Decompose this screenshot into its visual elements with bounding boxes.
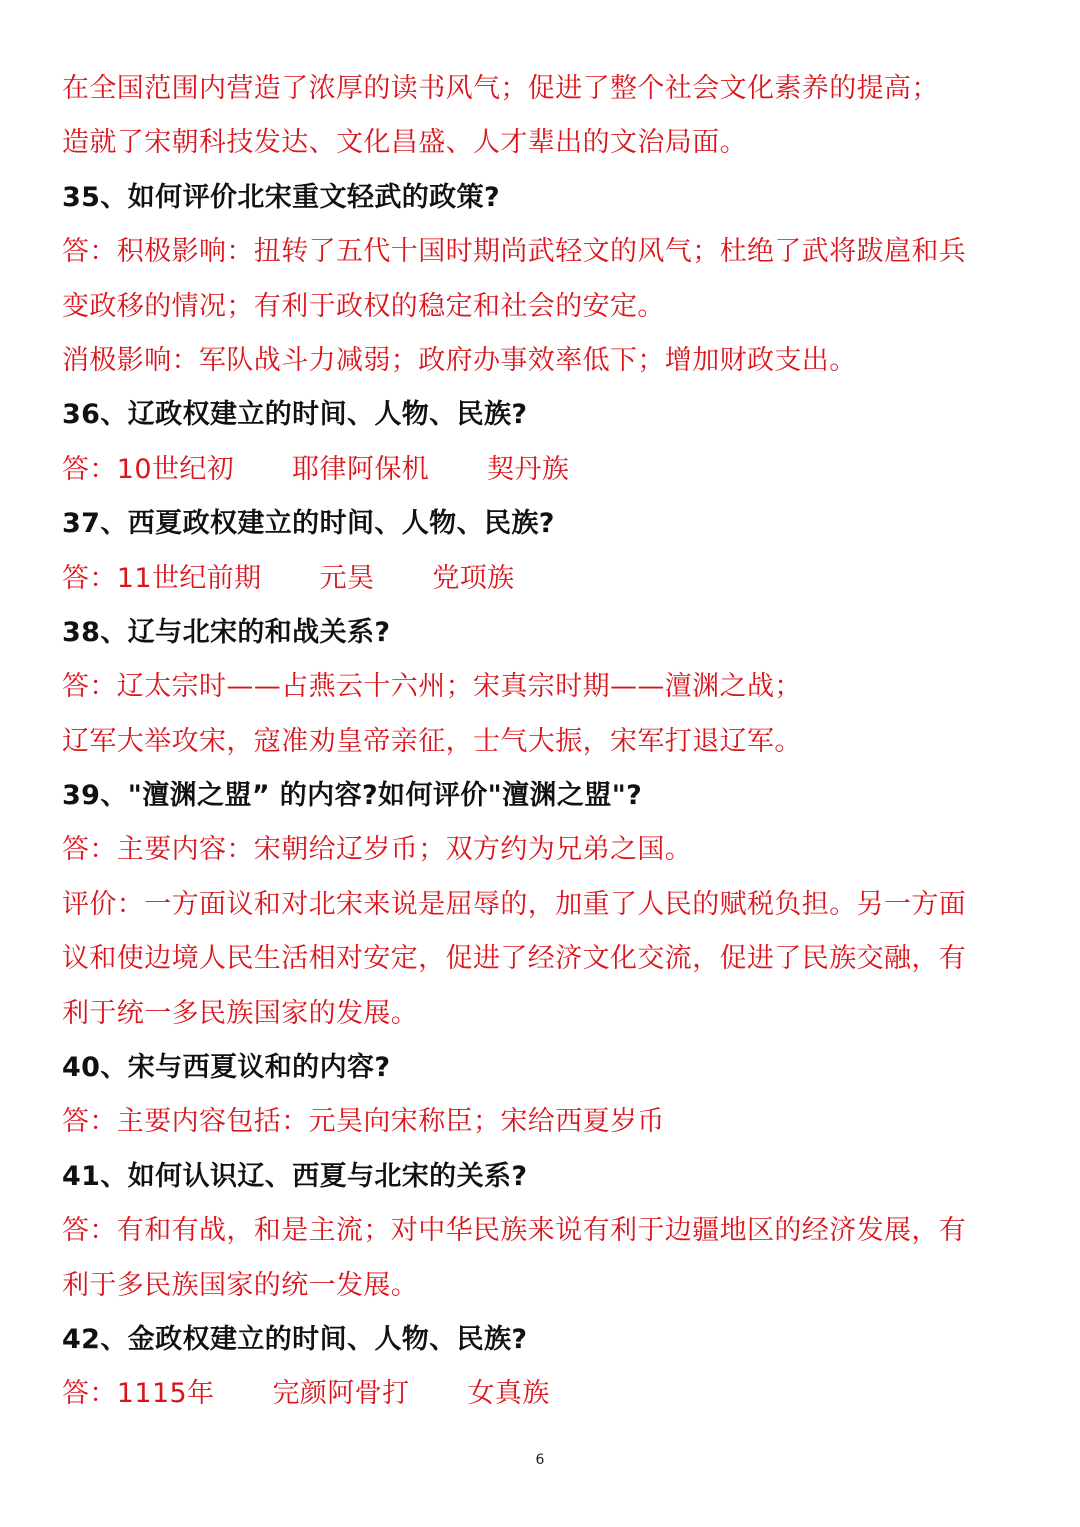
page-number: 6 bbox=[535, 1452, 545, 1468]
question-line: 39、"澶渊之盟” 的内容?如何评价"澶渊之盟"? bbox=[62, 780, 643, 812]
question-line: 36、辽政权建立的时间、人物、民族? bbox=[62, 399, 528, 431]
answer-line bbox=[62, 552, 1022, 606]
answer-part: 契丹族 bbox=[487, 453, 570, 485]
answer-line: 议和使边境人民生活相对安定，促进了经济文化交流，促进了民族交融，有 bbox=[62, 943, 967, 975]
answer-line: 消极影响：军队战斗力减弱；政府办事效率低下；增加财政支出。 bbox=[62, 344, 857, 376]
answer-line: 答：主要内容：宋朝给辽岁币；双方约为兄弟之国。 bbox=[62, 834, 693, 866]
question-line: 42、金政权建立的时间、人物、民族? bbox=[62, 1323, 528, 1355]
question-line: 38、辽与北宋的和战关系? bbox=[62, 616, 391, 648]
answer-line: 利于统一多民族国家的发展。 bbox=[62, 997, 419, 1029]
answer-part: 党项族 bbox=[432, 562, 515, 594]
document-body bbox=[62, 62, 1022, 1422]
answer-line: 答：有和有战，和是主流；对中华民族来说有利于边疆地区的经济发展，有 bbox=[62, 1215, 967, 1247]
answer-line: 答：积极影响：扭转了五代十国时期尚武轻文的风气；杜绝了武将跋扈和兵 bbox=[62, 236, 967, 268]
answer-part: 耶律阿保机 bbox=[292, 453, 430, 485]
answer-line: 造就了宋朝科技发达、文化昌盛、人才辈出的文治局面。 bbox=[62, 127, 747, 159]
answer-part: 答：1115年 bbox=[62, 1378, 215, 1410]
answer-line: 答：辽太宗时——占燕云十六州；宋真宗时期——澶渊之战； bbox=[62, 671, 802, 703]
question-line: 41、如何认识辽、西夏与北宋的关系? bbox=[62, 1160, 528, 1192]
question-line: 37、西夏政权建立的时间、人物、民族? bbox=[62, 508, 555, 540]
answer-line: 答：主要内容包括：元昊向宋称臣；宋给西夏岁币 bbox=[62, 1106, 665, 1138]
question-line: 40、宋与西夏议和的内容? bbox=[62, 1052, 391, 1084]
answer-part: 元昊 bbox=[319, 562, 375, 594]
answer-line: 变政移的情况；有利于政权的稳定和社会的安定。 bbox=[62, 290, 665, 322]
answer-line: 评价：一方面议和对北宋来说是屈辱的，加重了人民的赋税负担。另一方面 bbox=[62, 888, 967, 920]
answer-part: 女真族 bbox=[467, 1378, 550, 1410]
answer-part: 答：11世纪前期 bbox=[62, 562, 262, 594]
answer-line: 辽军大举攻宋，寇准劝皇帝亲征，士气大振，宋军打退辽军。 bbox=[62, 725, 802, 757]
answer-line bbox=[62, 1367, 1022, 1421]
answer-line bbox=[62, 443, 1022, 497]
answer-part: 答：10世纪初 bbox=[62, 453, 235, 485]
question-line: 35、如何评价北宋重文轻武的政策? bbox=[62, 181, 501, 213]
answer-part: 完颜阿骨打 bbox=[272, 1378, 410, 1410]
answer-line: 利于多民族国家的统一发展。 bbox=[62, 1269, 419, 1301]
answer-line: 在全国范围内营造了浓厚的读书风气；促进了整个社会文化素养的提高； bbox=[62, 73, 939, 104]
